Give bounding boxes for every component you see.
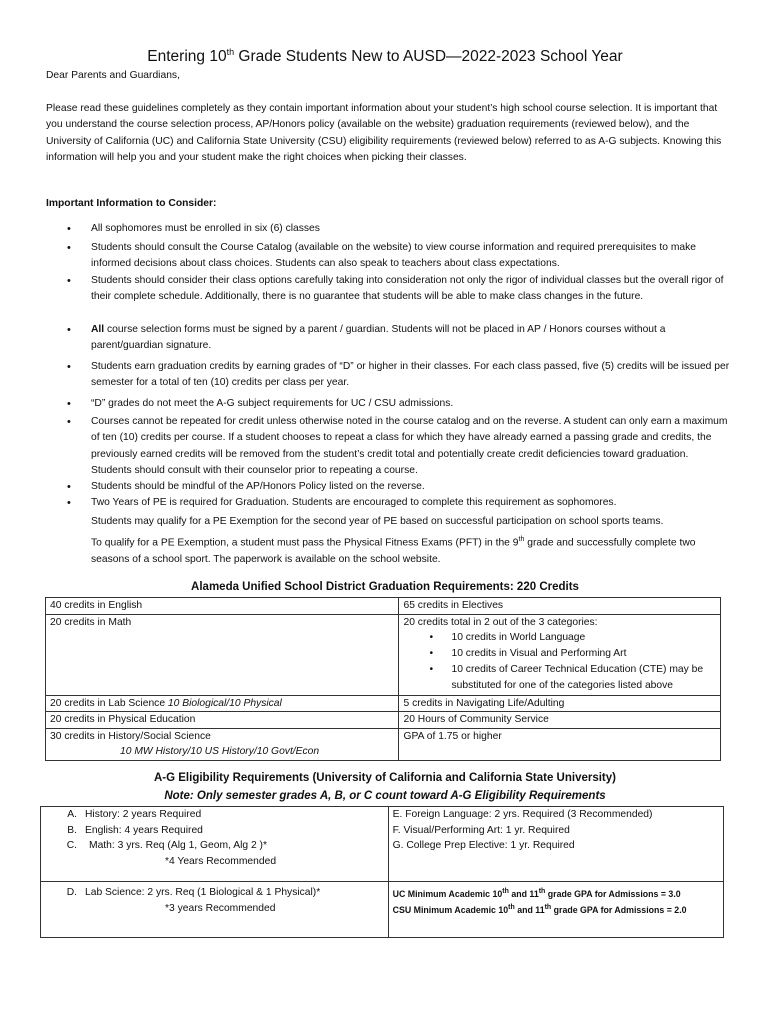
- bullet-item: • Students should consult the Course Catalog (available on the website) to view course information and required prerequisites to make informed decisions about class choices. Students can also speak to teachers about class expectations.: [91, 240, 731, 273]
- table-cell: 20 credits total in 2 out of the 3 categories: • 10 credits in World Language • 10 credits in Visual and Performing Art • 10 credits of Career Technical Education (CTE) may be substituted for one of the categories listed above: [399, 614, 721, 695]
- table-cell: [388, 882, 723, 938]
- table-row: [41, 807, 724, 882]
- table-cell: 20 credits in Math: [46, 614, 399, 695]
- greeting: Dear Parents and Guardians,: [46, 70, 180, 81]
- table-row: [46, 712, 721, 729]
- intro-paragraph: Please read these guidelines completely as they contain important information about your student’s high school course selection. It is important that you understand the course selection process, AP/Honors policy (available on the website) graduation requirements (reviewed below), and the University of California (UC) and California State University (CSU) eligibility requirements (reviewed below) referred to as A-G subjects. Knowing this information will help you and your student make the right choices when picking their classes.: [46, 103, 722, 163]
- ag-note: Note: Only semester grades A, B, or C count toward A-G Eligibility Requirements: [164, 790, 606, 802]
- table-cell: 5 credits in Navigating Life/Adulting: [399, 695, 721, 712]
- table-cell: 40 credits in English: [46, 598, 399, 615]
- graduation-table: [45, 597, 721, 761]
- bullet-continuation: To qualify for a PE Exemption, a student must pass the Physical Fitness Exams (PFT) in the 9th grade and successfully complete two seasons of a school sport. The paperwork is available on the school website.: [91, 536, 696, 565]
- bullet-item: • Two Years of PE is required for Graduation. Students are encouraged to complete this requirement as sophomores.: [91, 495, 731, 511]
- bullet-item: • Students earn graduation credits by earning grades of “D” or higher in their classes. For each class passed, five (5) credits will be issued per semester for a total of ten (10) credits per class per year.: [91, 359, 731, 392]
- table-cell: GPA of 1.75 or higher: [399, 728, 721, 760]
- bullet-item: • “D” grades do not meet the A-G subject requirements for UC / CSU admissions.: [91, 396, 731, 412]
- ag-table: [40, 806, 724, 938]
- table-cell: A. History: 2 years Required B. English: 4 years Required C. Math: 3 yrs. Req (Alg 1, Geom, Alg 2 )* *4 Years Recommended: [41, 807, 389, 882]
- list-item: • 10 credits in Visual and Performing Art: [451, 646, 716, 662]
- graduation-heading: Alameda Unified School District Graduation Requirements: 220 Credits: [191, 581, 579, 593]
- bullet-item: • Students should be mindful of the AP/Honors Policy listed on the reverse.: [91, 479, 731, 495]
- page-title: Entering 10th Grade Students New to AUSD—2022-2023 School Year: [147, 47, 623, 66]
- important-heading: Important Information to Consider:: [46, 198, 217, 209]
- table-row: [46, 728, 721, 760]
- table-row: [46, 695, 721, 712]
- table-cell: E. Foreign Language: 2 yrs. Required (3 Recommended) F. Visual/Performing Art: 1 yr. Required G. College Prep Elective: 1 yr. Required: [388, 807, 723, 882]
- table-cell: 20 Hours of Community Service: [399, 712, 721, 729]
- uc-gpa-note: UC Minimum Academic 10th and 11th grade GPA for Admissions = 3.0: [392, 888, 681, 899]
- table-cell: D. Lab Science: 2 yrs. Req (1 Biological & 1 Physical)* *3 years Recommended: [41, 882, 389, 938]
- table-row: [41, 882, 724, 938]
- list-item: • 10 credits of Career Technical Education (CTE) may be substituted for one of the categories listed above: [451, 662, 716, 694]
- table-cell: 20 credits in Lab Science 10 Biological/10 Physical: [46, 695, 399, 712]
- table-cell: 30 credits in History/Social Science 10 MW History/10 US History/10 Govt/Econ: [46, 728, 399, 760]
- table-cell: 20 credits in Physical Education: [46, 712, 399, 729]
- table-row: [46, 614, 721, 695]
- category-list: [403, 630, 716, 694]
- bullet-item: • All course selection forms must be signed by a parent / guardian. Students will not be placed in AP / Honors courses without a parent/guardian signature.: [91, 322, 731, 355]
- bullet-continuation: Students may qualify for a PE Exemption for the second year of PE based on successful participation on school sports teams.: [91, 516, 664, 527]
- csu-gpa-note: CSU Minimum Academic 10th and 11th grade GPA for Admissions = 2.0: [392, 903, 687, 915]
- list-item: • 10 credits in World Language: [451, 630, 716, 646]
- table-row: [46, 598, 721, 615]
- ag-heading: A-G Eligibility Requirements (University of California and California State University): [153, 772, 616, 784]
- bullet-item: • All sophomores must be enrolled in six (6) classes: [91, 221, 731, 237]
- bullet-item: • Students should consider their class options carefully taking into consideration not only the rigor of individual classes but the overall rigor of their complete schedule. Additionally, there is no guarantee that students will be able to make class changes in the future.: [91, 273, 731, 306]
- bullet-item: • Courses cannot be repeated for credit unless otherwise noted in the course catalog and on the reverse. A student can only earn a maximum of ten (10) credits per course. If a student chooses to repeat a class for which they have already earned a passing grade and credits, the previously earned credits will be removed from the student’s credit total and potentially create credit deficiencies toward graduation. Students should consult with their counselor prior to repeating a course.: [91, 414, 731, 479]
- table-cell: 65 credits in Electives: [399, 598, 721, 615]
